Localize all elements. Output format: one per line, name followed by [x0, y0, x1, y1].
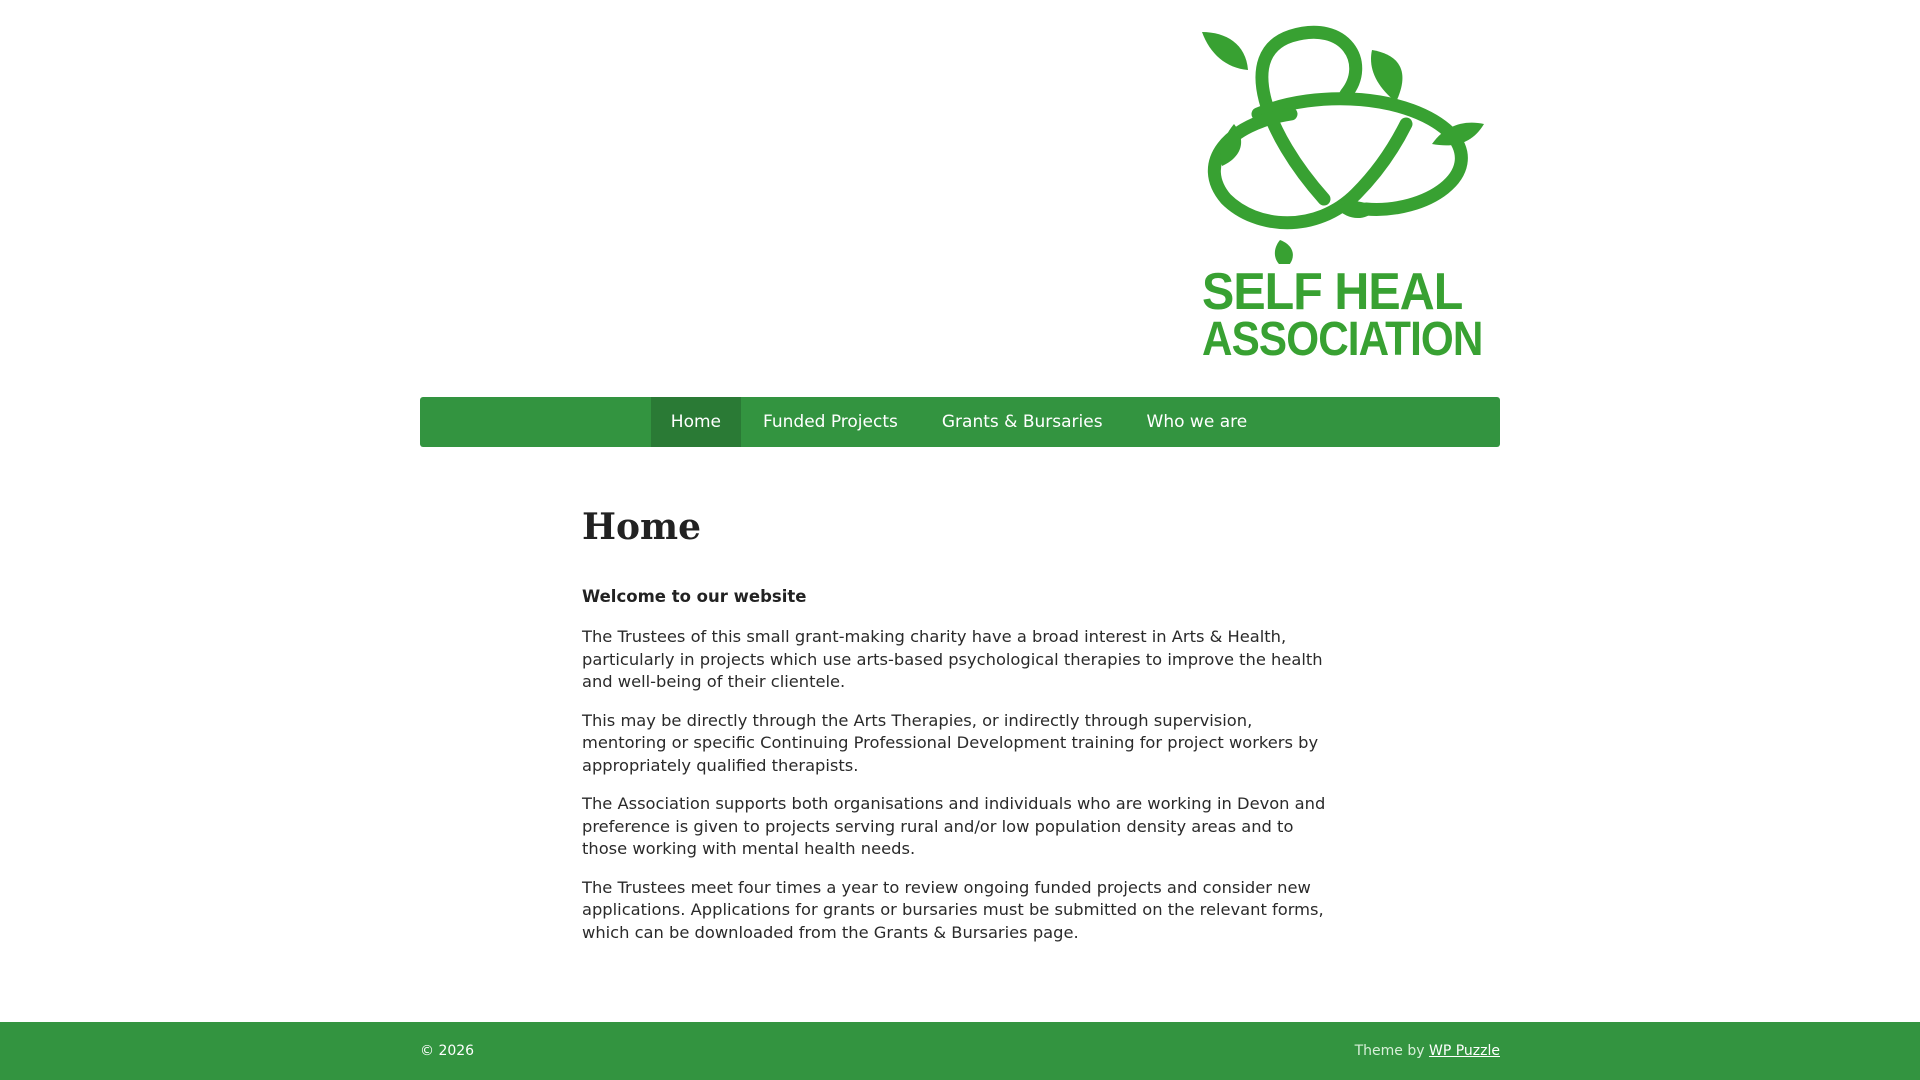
paragraph-2: This may be directly through the Arts Therapies, or indirectly through supervision, mentoring or specific Continuing Professional Development training for project workers by appropriately qualified therapists.	[582, 710, 1319, 775]
welcome-heading: Welcome to our website	[582, 587, 807, 606]
paragraph-3: The Association supports both organisations and individuals who are working in Devon and preference is given to projects serving rural and/or low population density areas and to those working with mental health needs.	[582, 794, 1326, 858]
copyright-text: © 2026	[420, 1043, 475, 1059]
site-logo[interactable]	[1196, 24, 1502, 364]
theme-link[interactable]: WP Puzzle	[1428, 1043, 1500, 1059]
main-content	[582, 500, 1338, 960]
main-navigation	[420, 397, 1500, 447]
paragraph-1: The Trustees of this small grant-making charity have a broad interest in Arts & Health, particularly in projects which use arts-based psychological therapies to improve the health and well-being of their clientele.	[582, 627, 1323, 691]
nav-item-who-we-are[interactable]: Who we are	[1146, 412, 1248, 432]
logo-text-line-1: SELF HEAL	[1202, 263, 1463, 321]
nav-item-home[interactable]: Home	[651, 397, 741, 447]
nav-item-grants-bursaries[interactable]: Grants & Bursaries	[941, 412, 1103, 432]
nav-menu	[651, 397, 1269, 447]
theme-credit-prefix: Theme by	[1354, 1043, 1429, 1059]
nav-item-funded-projects[interactable]: Funded Projects	[763, 412, 898, 432]
logo-knot-icon	[1196, 24, 1502, 264]
site-footer	[0, 1022, 1920, 1080]
theme-credit	[1355, 1022, 1500, 1080]
logo-text-line-2: ASSOCIATION	[1202, 313, 1483, 366]
paragraph-4: The Trustees meet four times a year to review ongoing funded projects and consider new applications. Applications for grants or bursaries must be submitted on the relevant forms, which can be downloaded from the Grants & Bursaries page.	[582, 877, 1324, 942]
page-title: Home	[582, 506, 702, 548]
